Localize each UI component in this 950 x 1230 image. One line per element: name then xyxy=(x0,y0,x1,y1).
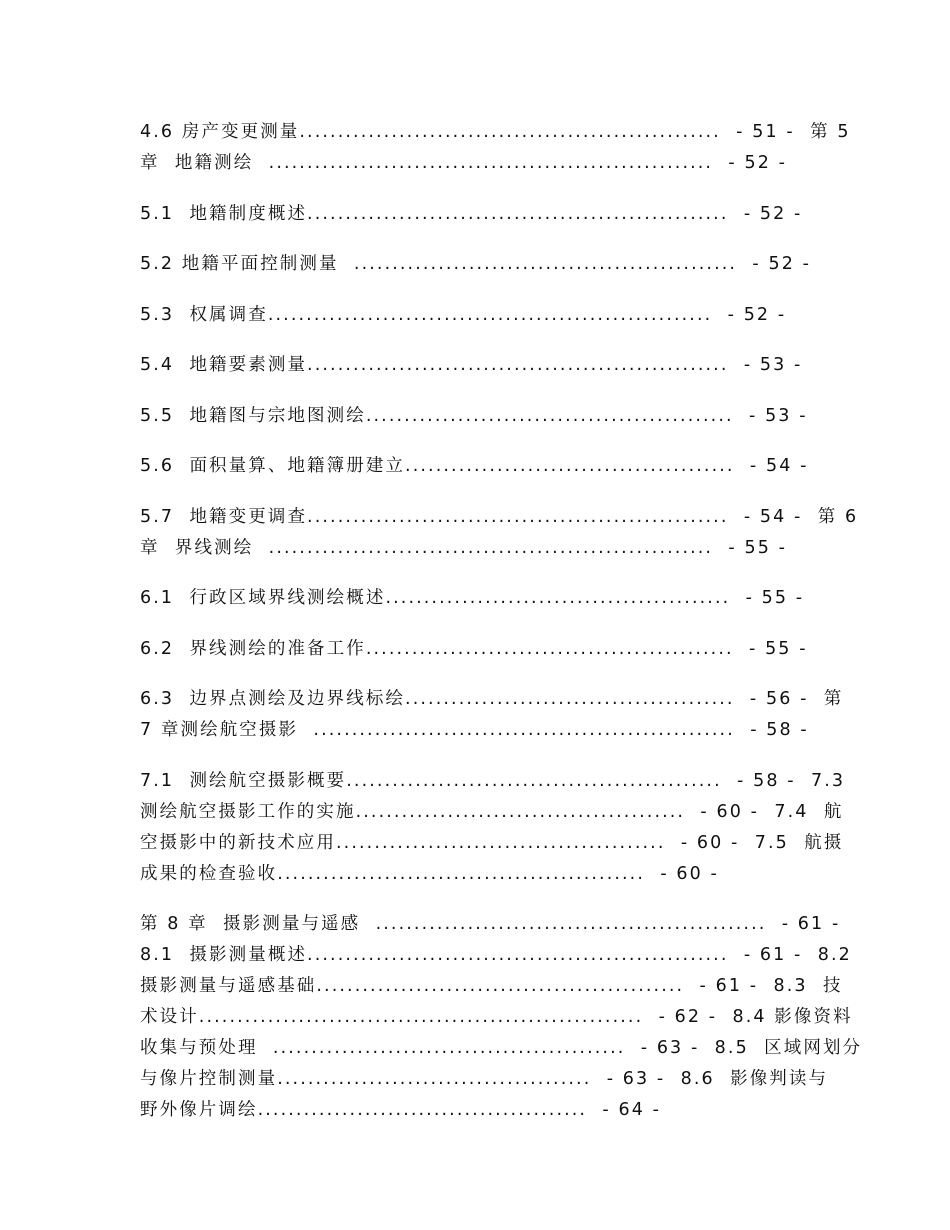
toc-line: 4.6 房产变更测量....................................................... - 51 - 第 5 xyxy=(140,122,851,142)
toc-entry xyxy=(140,502,859,564)
toc-line: 测绘航空摄影工作的实施........................................... - 60 - 7.4 航 xyxy=(140,801,844,822)
toc-line: 6.3 边界点测绘及边界线标绘........................................... - 56 - 第 xyxy=(140,689,844,709)
toc-line: 章 界线测绘 .......................................................... - 55 - xyxy=(140,537,788,558)
toc-line: 5.4 地籍要素测量....................................................... - 53 - xyxy=(140,355,803,375)
toc-entry xyxy=(140,451,812,482)
toc-entry xyxy=(140,684,844,746)
toc-entry xyxy=(140,249,812,280)
toc-line: 摄影测量与遥感基础................................................ - 61 - 8.3 技 xyxy=(140,976,843,996)
toc-line: 5.5 地籍图与宗地图测绘................................................ - 53 - xyxy=(140,405,808,426)
toc-entry xyxy=(140,583,812,614)
toc-line: 成果的检查验收................................................ - 60 - xyxy=(140,863,719,884)
toc-line: 术设计.......................................................... - 62 - 8.4 影像资料 xyxy=(140,1007,853,1027)
toc-entry xyxy=(140,909,863,1126)
toc-entry xyxy=(140,634,812,665)
toc-line: 野外像片调绘........................................... - 64 - xyxy=(140,1100,662,1120)
toc-line: 8.1 摄影测量概述....................................................... - 61 - 8.2 xyxy=(140,945,852,965)
toc-line: 7 章测绘航空摄影 ....................................................... - 58 - xyxy=(140,720,809,740)
toc-entry xyxy=(140,350,812,381)
toc-line: 与像片控制测量......................................... - 63 - 8.6 影像判读与 xyxy=(140,1069,829,1089)
toc-line: 6.2 界线测绘的准备工作................................................ - 55 - xyxy=(140,638,808,659)
toc-line: 6.1 行政区域界线测绘概述............................................. - 55 - xyxy=(140,588,805,608)
toc-line: 5.7 地籍变更调查....................................................... - 54 - 第 6 xyxy=(140,506,859,527)
toc-line: 空摄影中的新技术应用........................................... - 60 - 7.5 航摄 xyxy=(140,832,844,853)
toc-line: 7.1 测绘航空摄影概要................................................. - 58 - 7.3 xyxy=(140,770,846,791)
toc-line: 收集与预处理 .............................................. - 63 - 8.5 区域网划分 xyxy=(140,1038,863,1058)
toc-entry xyxy=(140,199,812,230)
table-of-contents xyxy=(140,117,863,1146)
toc-entry xyxy=(140,117,851,179)
toc-entry xyxy=(140,766,846,890)
toc-line: 5.3 权属调查.......................................................... - 52 - xyxy=(140,304,787,325)
toc-line: 5.1 地籍制度概述....................................................... - 52 - xyxy=(140,203,803,224)
toc-line: 5.2 地籍平面控制测量 .................................................. - 52 - xyxy=(140,254,812,274)
toc-line: 章 地籍测绘 .......................................................... - 52 - xyxy=(140,153,788,173)
toc-line: 第 8 章 摄影测量与遥感 ................................................... - 61 - xyxy=(140,914,841,934)
toc-line: 5.6 面积量算、地籍簿册建立........................................... - 54 - xyxy=(140,456,809,476)
toc-entry xyxy=(140,401,812,432)
toc-entry xyxy=(140,300,812,331)
